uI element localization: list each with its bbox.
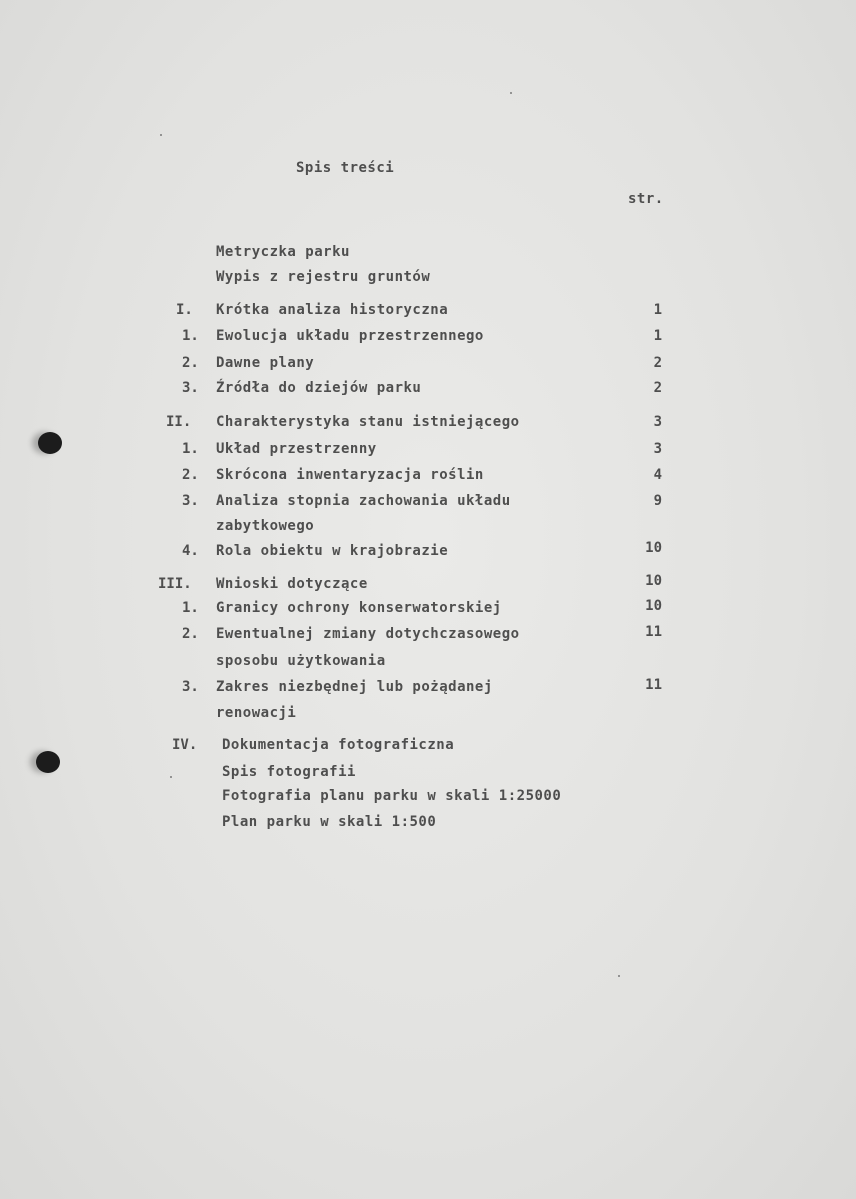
section-label: Krótka analiza historyczna — [216, 302, 449, 318]
section-number: 1. — [182, 328, 199, 344]
page-column-label: str. — [628, 191, 664, 207]
section-number: 1. — [182, 600, 199, 616]
section-label: Analiza stopnia zachowania układu — [216, 493, 511, 509]
section-number: IV. — [172, 737, 198, 753]
section-page: 11 — [645, 677, 662, 693]
section-label: Dokumentacja fotograficzna — [222, 737, 455, 753]
section-page: 1 — [653, 302, 662, 318]
punch-hole-top — [38, 432, 62, 454]
section-page: 11 — [645, 624, 662, 640]
front-item: Wypis z rejestru gruntów — [216, 269, 431, 285]
section-number: II. — [166, 414, 192, 430]
section-number: 3. — [182, 380, 199, 396]
page-title: Spis treści — [296, 160, 395, 176]
section-page: 9 — [653, 493, 662, 509]
section-page: 1 — [653, 328, 662, 344]
section-page: 10 — [645, 573, 662, 589]
appendix-item: Spis fotografii — [222, 764, 356, 780]
section-number: 1. — [182, 441, 199, 457]
section-page: 3 — [653, 441, 662, 457]
punch-hole-bottom — [36, 751, 60, 773]
section-label: Charakterystyka stanu istniejącego — [216, 414, 520, 430]
section-label: Układ przestrzenny — [216, 441, 377, 457]
speck — [510, 92, 512, 94]
section-label: Rola obiektu w krajobrazie — [216, 543, 449, 559]
appendix-item: Plan parku w skali 1:500 — [222, 814, 437, 830]
speck — [618, 975, 620, 977]
section-page: 4 — [653, 467, 662, 483]
section-label: Granicy ochrony konserwatorskiej — [216, 600, 502, 616]
section-page: 3 — [653, 414, 662, 430]
section-page: 10 — [645, 540, 662, 556]
section-page: 2 — [653, 355, 662, 371]
front-item: Metryczka parku — [216, 244, 350, 260]
section-number: I. — [176, 302, 193, 318]
section-label: Źródła do dziejów parku — [216, 380, 422, 396]
section-number: 3. — [182, 493, 199, 509]
section-number: III. — [158, 576, 192, 592]
section-label: Ewolucja układu przestrzennego — [216, 328, 484, 344]
section-number: 4. — [182, 543, 199, 559]
section-number: 2. — [182, 355, 199, 371]
section-label: Ewentualnej zmiany dotychczasowego — [216, 626, 520, 642]
section-label-continued: sposobu użytkowania — [216, 653, 386, 669]
speck — [160, 134, 162, 136]
section-number: 3. — [182, 679, 199, 695]
section-page: 10 — [645, 598, 662, 614]
section-number: 2. — [182, 467, 199, 483]
speck — [170, 776, 172, 778]
section-label-continued: zabytkowego — [216, 518, 315, 534]
section-page: 2 — [653, 380, 662, 396]
section-label: Zakres niezbędnej lub pożądanej — [216, 679, 493, 695]
appendix-item: Fotografia planu parku w skali 1:25000 — [222, 788, 562, 804]
section-label: Wnioski dotyczące — [216, 576, 368, 592]
section-label: Skrócona inwentaryzacja roślin — [216, 467, 484, 483]
section-number: 2. — [182, 626, 199, 642]
section-label-continued: renowacji — [216, 705, 297, 721]
section-label: Dawne plany — [216, 355, 315, 371]
